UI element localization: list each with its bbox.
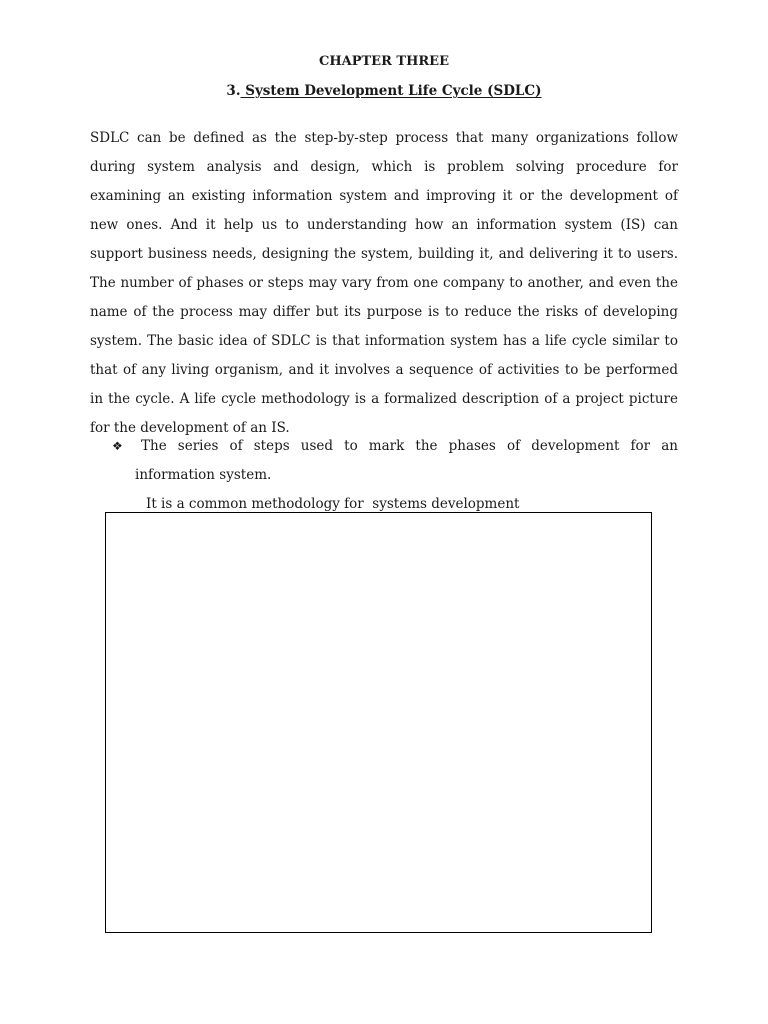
section-number: 3. <box>226 83 241 99</box>
bullet-text: The series of steps used to mark the phases of development for an information system. <box>135 438 678 483</box>
diamond-bullet-icon: ❖ <box>112 439 123 453</box>
methodology-line: It is a common methodology for systems development <box>146 496 520 512</box>
section-heading <box>0 82 768 100</box>
bullet-list-item <box>112 432 678 490</box>
section-title: System Development Life Cycle (SDLC) <box>240 83 542 99</box>
empty-figure-frame <box>105 512 652 933</box>
chapter-title: CHAPTER THREE <box>319 54 449 69</box>
body-paragraph: SDLC can be defined as the step-by-step process that many organizations follow during system analysis and design, which is problem solving procedure for examining an existing information system and improving it or the development of new ones. And it help us to understanding how an information system (IS) can support business needs, designing the system, building it, and delivering it to users. The number of phases or steps may vary from one company to another, and even the name of the process may differ but its purpose is to reduce the risks of developing system. The basic idea of SDLC is that information system has a life cycle similar to that of any living organism, and it involves a sequence of activities to be performed in the cycle. A life cycle methodology is a formalized description of a project picture for the development of an IS. <box>90 130 678 436</box>
